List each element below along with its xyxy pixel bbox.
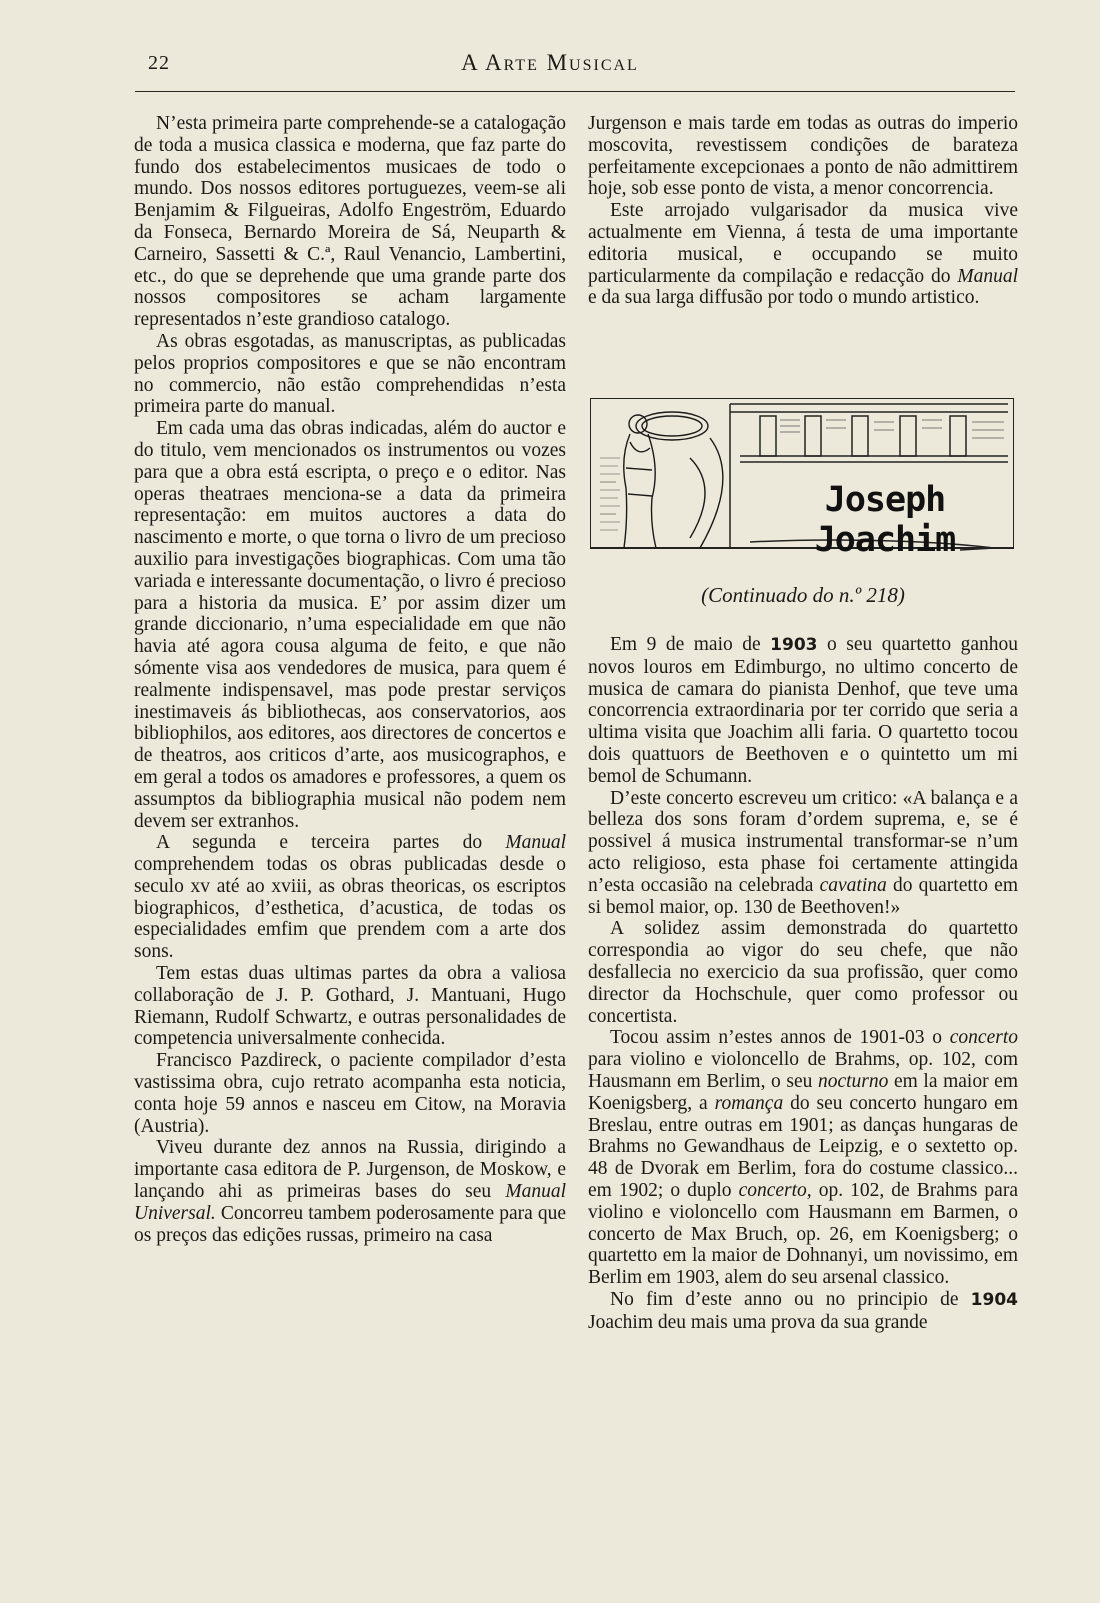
- paragraph: Em 9 de maio de 1903 o seu quartetto ganhou novos louros em Edimburgo, no ultimo concerto de musica de camara do pianista Denhof, que teve uma concorrencia extraordinaria por ter corrido que seria a ultima visita que Joachim alli faria. O quartetto tocou dois quattuors de Beethoven e o quintetto um mi bemol de Schumann.: [588, 634, 1018, 787]
- continuation-caption: (Continuado do n.º 218): [701, 583, 905, 607]
- paragraph: Jurgenson e mais tarde em todas as outras do imperio moscovita, revestissem condições de barateza perfeitamente excepcionaes a ponto de não admittirem hoje, sob esse ponto de vista, a menor concorrencia.: [588, 113, 1018, 200]
- paragraph: Viveu durante dez annos na Russia, dirigindo a importante casa editora de P. Jurgenson, de Moskow, e lançando ahi as primeiras bases do seu Manual Universal. Concorreu tambem poderosamente para que os preços das edições russas, primeiro na casa: [134, 1137, 566, 1246]
- right-column-top: [588, 113, 1018, 309]
- left-column: [134, 113, 566, 1246]
- page-number: 22: [148, 52, 170, 74]
- paragraph: Tem estas duas ultimas partes da obra a valiosa collaboração de J. P. Gothard, J. Mantuani, Hugo Riemann, Rudolf Schwartz, e outras personalidades de competencia universalmente conhecida.: [134, 963, 566, 1050]
- article-title: Joseph Joachim: [814, 480, 956, 560]
- paragraph: Este arrojado vulgarisador da musica vive actualmente em Vienna, á testa de uma importante editoria musical, e occupando se muito particularmente da compilação e redacção do Manual e da sua larga diffusão por todo o mundo artistico.: [588, 200, 1018, 309]
- paragraph: Tocou assim n’estes annos de 1901-03 o concerto para violino e violoncello de Brahms, op. 102, com Hausmann em Berlim, o seu nocturno em la maior em Koenigsberg, a romança do seu concerto hungaro em Breslau, entre outras em 1901; as danças hungaras de Brahms no Gewandhaus de Leipzig, e o sextetto op. 48 de Dvorak em Berlim, fora do costume classico... em 1902; o duplo concerto, op. 102, de Brahms para violino e violoncello com Hausmann em Barmen, o concerto de Max Bruch, op. 26, em Koenigsberg; o quartetto em la maior de Dohnanyi, um novissimo, em Berlim em 1903, alem do seu arsenal classico.: [588, 1027, 1019, 1289]
- header-rule: [135, 91, 1015, 92]
- page-header: [0, 48, 1100, 84]
- paragraph: N’esta primeira parte comprehende-se a catalogação de toda a musica classica e moderna, que faz parte do fundo dos estabelecimentos musicaes de todo o mundo. Dos nossos editores portuguezes, veem-se ali Benjamim & Filgueiras, Adolfo Engeström, Eduardo da Fonseca, Bernardo Moreira de Sá, Neuparth & Carneiro, Sassetti & C.ª, Raul Venancio, Lambertini, etc., do que se deprehende que uma grande parte dos nossos compositores se acham largamente representados n’este grandioso catalogo.: [134, 113, 566, 331]
- paragraph: D’este concerto escreveu um critico: «A balança e a belleza dos sons foram d’ordem suprema, e, se é possivel á musica instrumental transformar-se n’um acto religioso, esta phase foi certamente attingida n’esta occasião na celebrada cavatina do quartetto em si bemol maior, op. 130 de Beethoven!»: [588, 787, 1018, 918]
- paragraph: Francisco Pazdireck, o paciente compilador d’esta vastissima obra, cujo retrato acompanha esta noticia, conta hoje 59 annos e nasceu em Citow, na Moravia (Austria).: [134, 1050, 566, 1137]
- article-vignette: [590, 398, 1014, 568]
- paragraph: Em cada uma das obras indicadas, além do auctor e do titulo, vem mencionados os instrumentos ou vozes para que a obra está escripta, o preço e o editor. Nas operas theatraes menciona-se a data da primeira representação: em muitos auctores a data do nascimento e morte, o que torna o livro de um precioso auxilio para investigações biographicas. Com uma tão variada e interessante documentação, o livro é precioso para a historia da musica. E’ por assim dizer um grande diccionario, n’uma especialidade em que não havia até agora cousa alguma de feito, e que não sómente visa aos vendedores de musica, para quem é realmente indispensavel, mas pode prestar serviços inestimaveis ás bibliothecas, aos conservatorios, aos bibliophilos, aos editores, aos directores de concertos e de theatros, aos criticos d’arte, aos musicographos, e em geral a todos os amadores e professores, a quem os assumptos da bibliographia musical não podem nem devem ser extranhos.: [134, 418, 566, 832]
- paragraph: A solidez assim demonstrada do quartetto correspondia ao vigor do seu chefe, que não desfallecia no exercicio da sua profissão, quer como director da Hochschule, quer como professor ou concertista.: [588, 918, 1018, 1027]
- paragraph: A segunda e terceira partes do Manual comprehendem todas os obras publicadas desde o seculo xv até ao xviii, as obras theoricas, os escriptos biographicos, d’esthetica, d’acustica, de todas os especialidades emfim que prendem com a arte dos sons.: [134, 832, 566, 963]
- paragraph: No fim d’este anno ou no principio de 1904 Joachim deu mais uma prova da sua grande: [588, 1288, 1018, 1333]
- paragraph: As obras esgotadas, as manuscriptas, as publicadas pelos proprios compositores e que se não encontram no commercio, não estão comprehendidas n’esta primeira parte do manual.: [134, 330, 566, 418]
- right-column-article: [588, 634, 1018, 1334]
- running-title: A Arte Musical: [461, 50, 639, 75]
